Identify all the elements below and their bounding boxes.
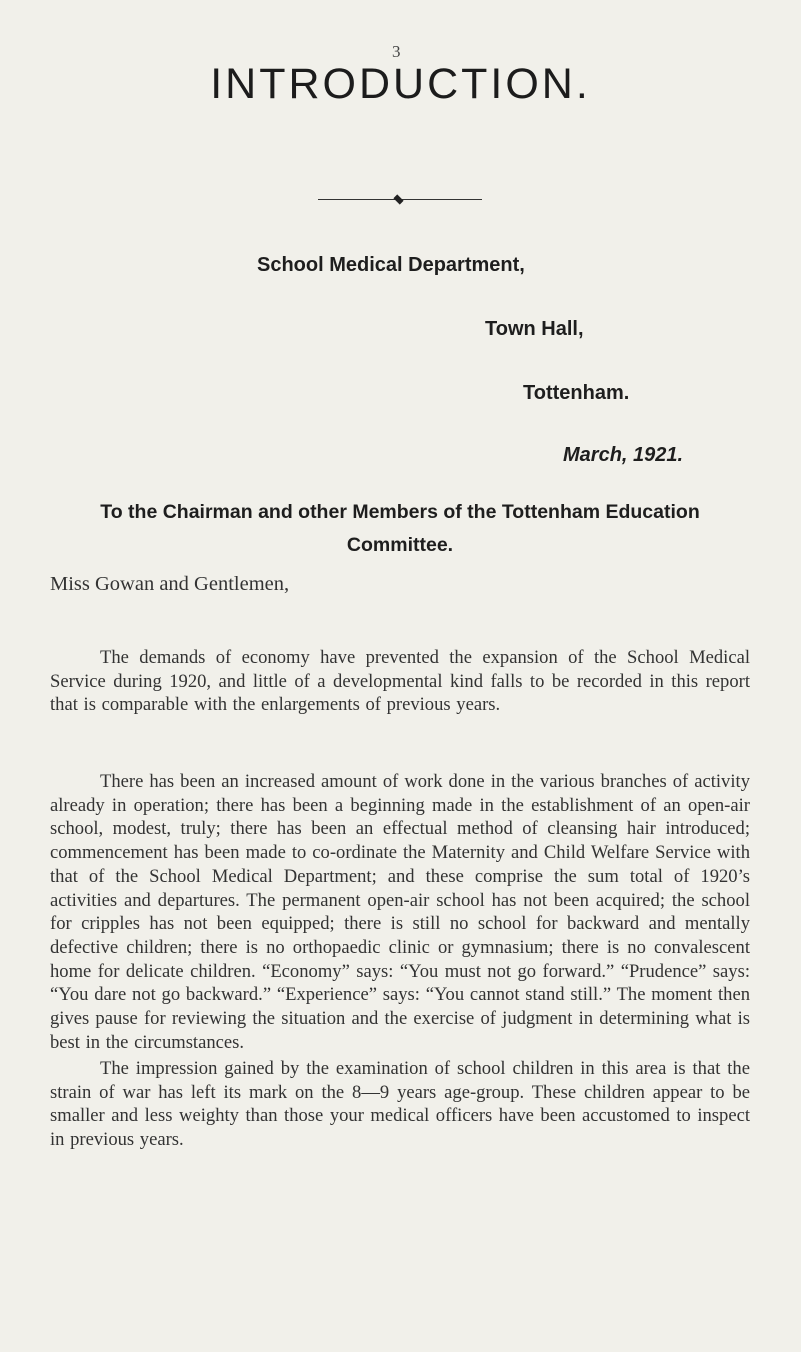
page-number: 3	[392, 42, 401, 61]
diamond-ornament-icon	[393, 194, 403, 204]
salutation: Miss Gowan and Gentlemen,	[50, 573, 290, 595]
letterhead-department: School Medical Department,	[257, 254, 525, 276]
paragraph-3: The impression gained by the examination of school children in this area is that the strain of war has left its mark on the 8—9 years age-group. These children appear to be smaller and less weighty than those your medical officers have been accustomed to inspect in previous years.	[50, 1058, 750, 1151]
paragraph-1: The demands of economy have prevented the expansion of the School Medical Service during 1920, and little of a developmental kind falls to be recorded in this report that is comparable with the enlargements of previous years.	[50, 647, 750, 716]
paragraph-2: There has been an increased amount of work done in the various branches of activity already in operation; there has been a beginning made in the establishment of an open-air school, modest, truly; there has been an effectual method of cleansing hair introduced; commencement has been made to co-ordinate the Maternity and Child Welfare Service with that of the School Medical Department; and these comprise the sum total of 1920’s activities and departures. The permanent open-air school has not been acquired; the school for cripples has not been equipped; there is still no school for backward and mentally defective children; there is no orthopaedic clinic or gymnasium; there is no convalescent home for delicate children. “Economy” says: “You must not go forward.” “Prudence” says: “You dare not go backward.” “Experience” says: “You cannot stand still.” The moment then gives pause for reviewing the situation and the exercise of judgment in determining what is best in the circumstances.	[50, 771, 750, 1053]
letterhead-building: Town Hall,	[485, 318, 584, 340]
page-title: INTRODUCTION.	[210, 60, 591, 108]
letterhead-date: March, 1921.	[563, 444, 684, 466]
address-line: To the Chairman and other Members of the Tottenham Education Committee.	[100, 501, 700, 556]
letterhead-town: Tottenham.	[523, 382, 630, 404]
